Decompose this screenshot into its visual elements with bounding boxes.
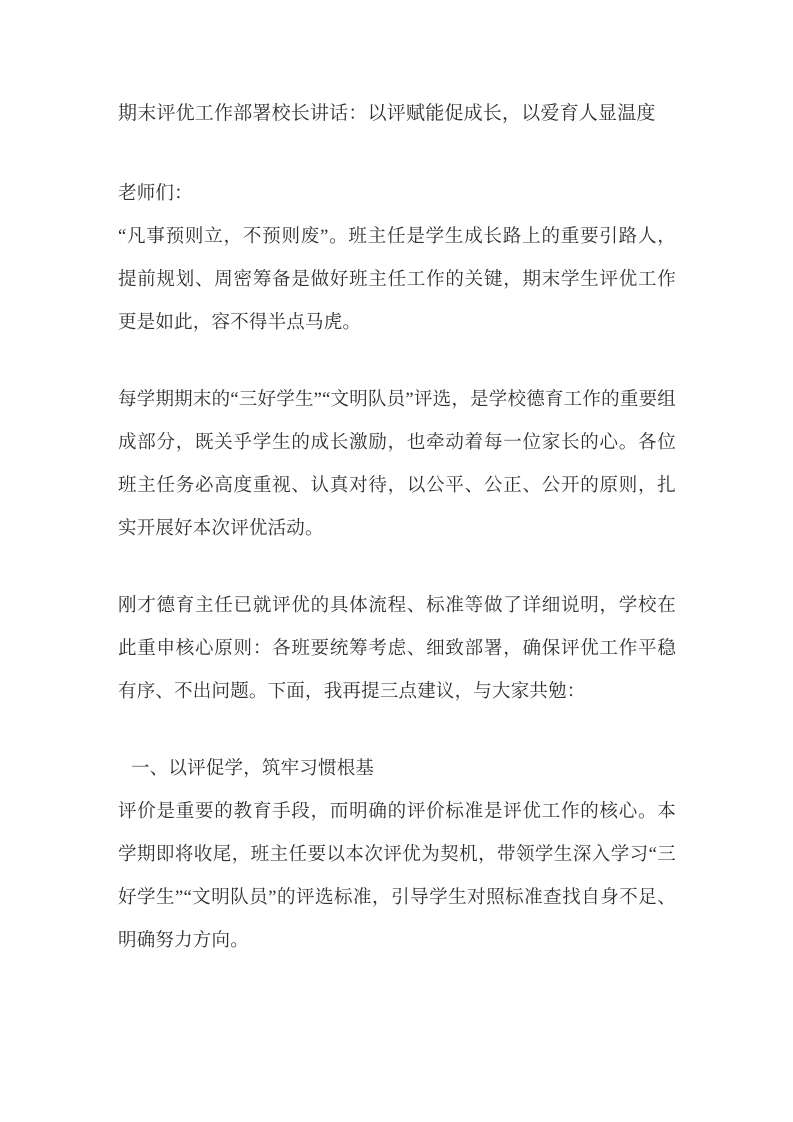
section-heading-1: 一、以评促学，筑牢习惯根基 — [131, 759, 375, 779]
document-title: 期末评优工作部署校长讲话：以评赋能促成长，以爱育人显温度 — [118, 103, 656, 124]
section-1-body: 评价是重要的教育手段，而明确的评价标准是评优工作的核心。本学期即将收尾，班主任要以本次评优为契机，带领学生深入学习“三好学生”“文明队员”的评选标准，引导学生对照标准查找自身不足、明确努力方向。 — [118, 802, 676, 951]
paragraph-principles: 刚才德育主任已就评优的具体流程、标准等做了详细说明，学校在此重申核心原则：各班要统筹考虑、细致部署，确保评优工作平稳有序、不出问题。下面，我再提三点建议，与大家共勉： — [118, 596, 676, 702]
salutation: 老师们： — [118, 184, 193, 204]
paragraph-opening: “凡事预则立，不预则废”。班主任是学生成长路上的重要引路人，提前规划、周密筹备是做好班主任工作的关键，期末学生评优工作更是如此，容不得半点马虎。 — [118, 227, 676, 333]
paragraph-evaluation-importance: 每学期期末的“三好学生”“文明队员”评选，是学校德育工作的重要组成部分，既关乎学生的成长激励，也牵动着每一位家长的心。各位班主任务必高度重视、认真对待，以公平、公正、公开的原则，扎实开展好本次评优活动。 — [118, 390, 676, 539]
